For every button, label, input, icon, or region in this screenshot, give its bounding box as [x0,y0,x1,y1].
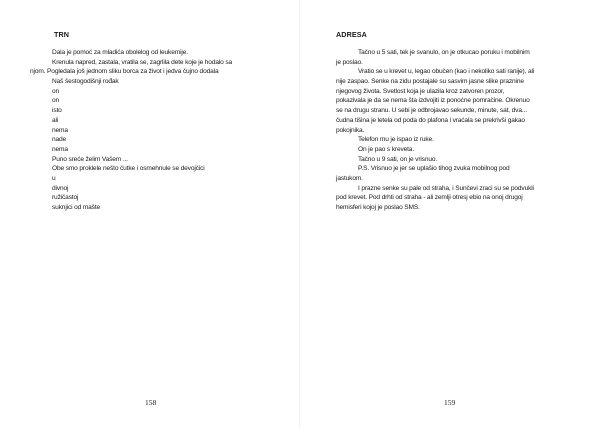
text-line: Telefon mu je ispao iz ruke. [358,136,434,144]
text-line: P.S. Vrisnuo je jer se uplašio tihog zvuka mobilnog pod [358,165,510,173]
text-line: isto [52,107,62,115]
text-line: Krenula napred, zastala, vratila se, zagrlila dete koje je hodalo sa [52,58,233,66]
text-line: nade [52,136,67,144]
story-body [336,48,576,213]
text-line: njom. Pogledala još jednom sliku borca za život i jedva čujno dodala [30,68,219,76]
text-line: on [52,87,60,95]
text-line: Tačno u 9 sati, on je vrisnuo. [358,155,438,163]
text-line: se na drugu stranu. U sebi je odbrojavao sekunde, minute, sat, dva... [336,107,527,115]
text-line: Tačno u 5 sati, tek je svanulo, on je otkucao poruku i mobilnim [358,49,530,56]
text-line: Naš šestogodišnji rođak [52,78,119,86]
text-line: nema [52,126,68,134]
text-line: Vratio se u krevet u, legao obučen (kao i nekoliko sati ranije), ali [358,68,535,76]
text-line: Dala je pomoć za mladića obolelog od leukemije. [52,49,188,56]
text-line: Obe smo proklele nešto čutke i osmehnule se devojčici [52,165,205,173]
text-line: nema [52,145,68,153]
text-line: on [52,97,60,105]
text-line: u [52,174,56,182]
poem-body [30,48,292,213]
text-line: hemisferi kojoj je poslao SMS. [336,204,420,211]
text-line: ali [52,116,59,124]
text-line: I prazne senke su pale od straha, i Sunčevi zraci su se podvukli [358,184,534,192]
text-line: nije zaspao. Senke na zidu postajale su sasvim jasne slike praznine [336,78,524,86]
text-line: pokazivala je da se nema šta izdvojiti iz ponoćne pomračine. Okrenuo [336,97,530,105]
page-number: 159 [444,398,456,407]
text-line: njegovog života. Svetlost koja je ulazila kroz zatvoren prozor, [336,87,505,95]
text-line: suknjici od mašte [52,204,101,211]
text-line: ružičastoj [52,194,79,202]
text-line: pokojnika. [336,126,365,134]
poem-title: TRN [54,30,70,39]
page-number: 158 [145,398,157,407]
text-line: jastukom. [336,174,363,182]
right-page [300,0,600,428]
text-line: Puno sreće želim Vašem ... [52,155,128,163]
text-line: On je pao s kreveta. [358,145,415,153]
text-line: pod krevet. Pod drhti od straha - ali zemlji otresj ebio na onoj drugoj [336,194,523,202]
story-title: ADRESA [336,30,367,39]
text-line: divnoj [52,184,69,192]
text-line: čudna tišina je letela od poda do plafona i vraćala se prekrivši gakao [336,116,525,124]
text-line: je poslao. [336,58,363,66]
